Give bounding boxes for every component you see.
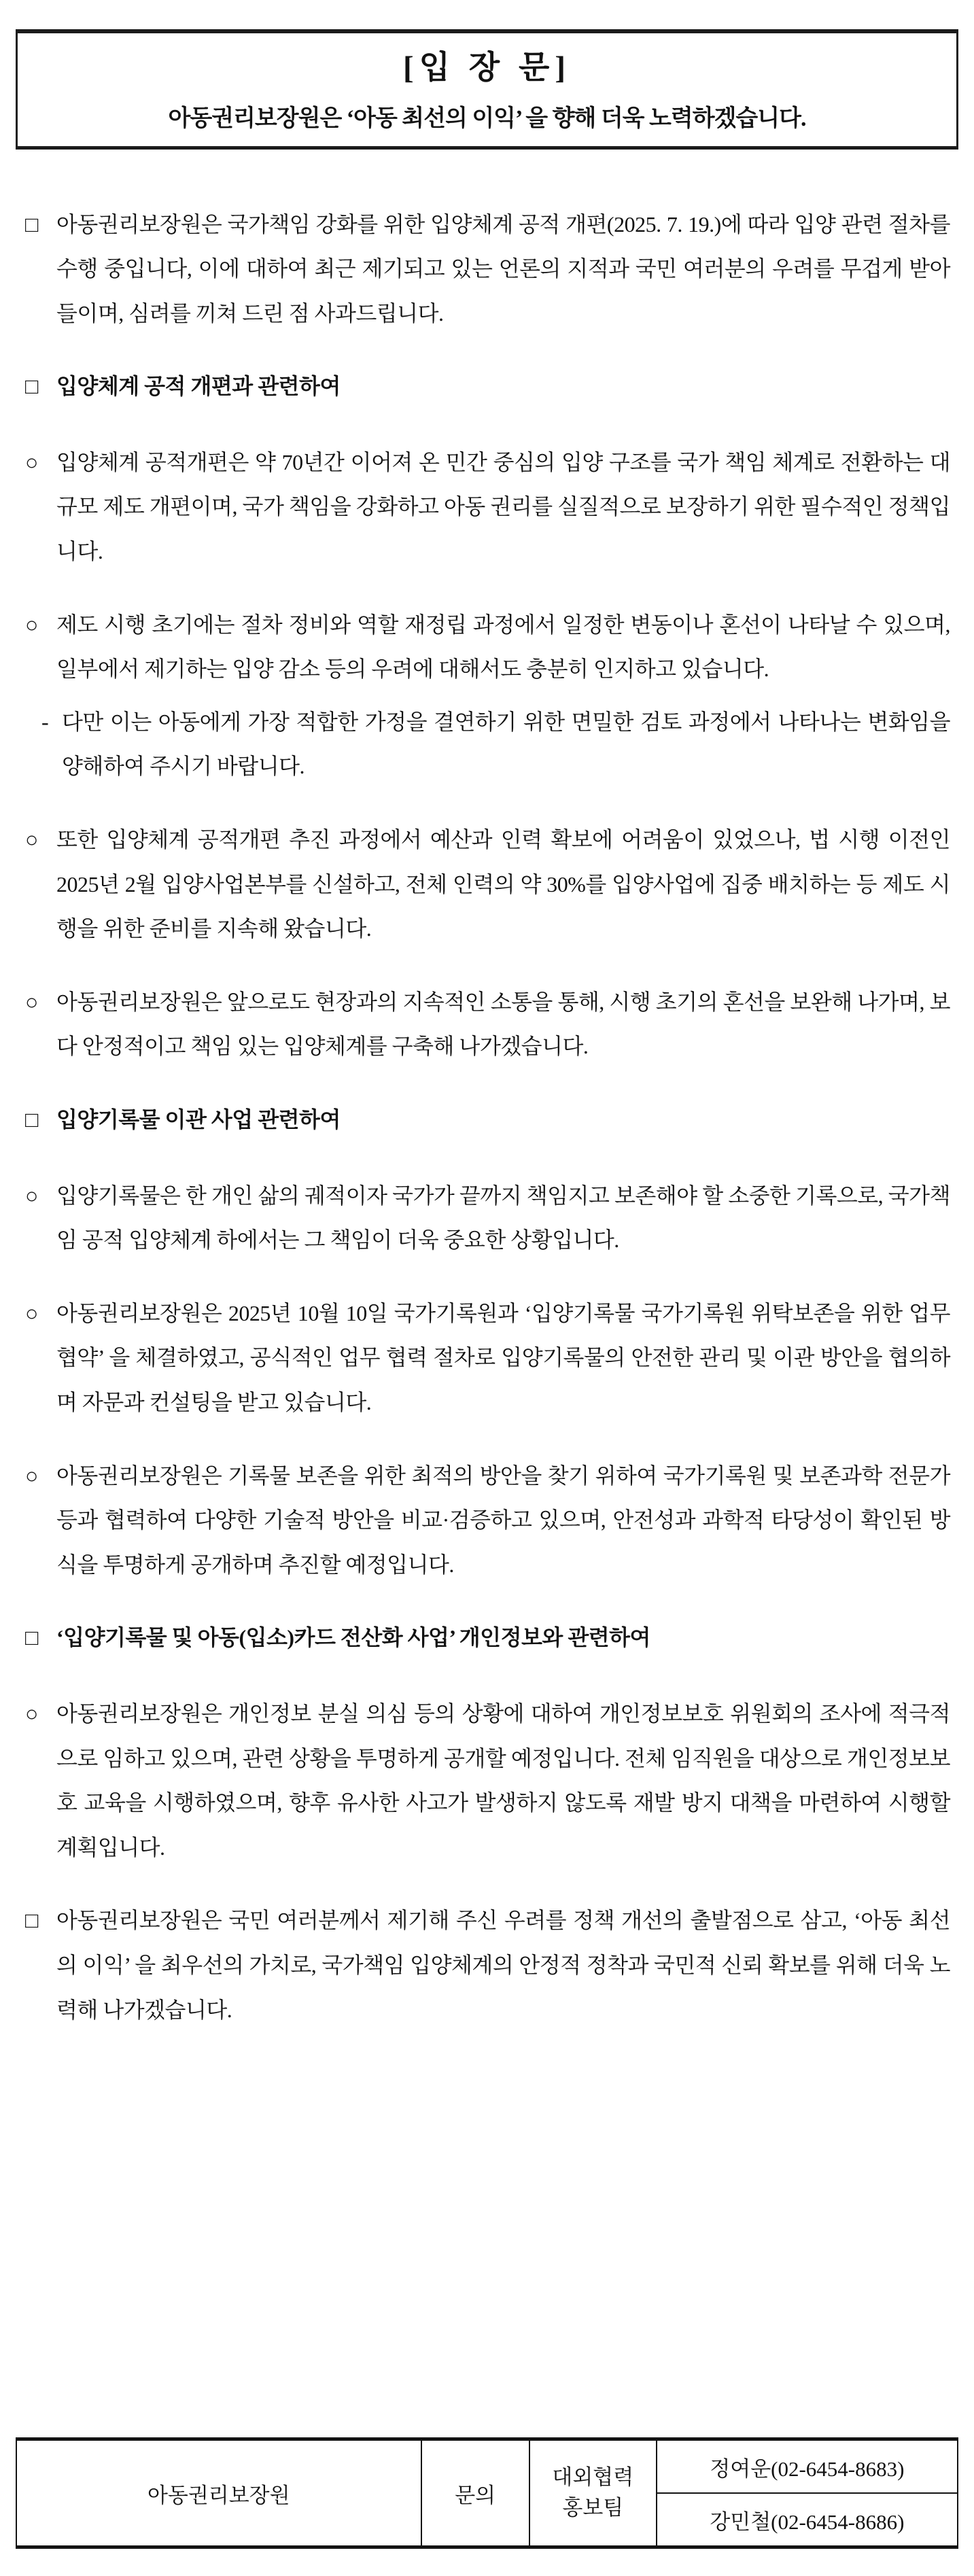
paragraph-text: 또한 입양체계 공적개편 추진 과정에서 예산과 인력 확보에 어려움이 있었으나, 법 시행 이전인 2025년 2월 입양사업본부를 신설하고, 전체 인력의 약 30%를 입양사업에 집중 배치하는 등 제도 시행을 위한 준비를 지속해 왔습니다. (56, 827, 950, 941)
paragraph-reform-purpose (25, 440, 950, 574)
team-line2: 홍보팀 (562, 2496, 624, 2520)
paragraph-text: 입양체계 공적개편은 약 70년간 이어져 온 민간 중심의 입양 구조를 국가 책임 체계로 전환하는 대규모 제도 개편이며, 국가 책임을 강화하고 아동 권리를 실질적으로 보장하기 위한 필수적인 정책입니다. (56, 449, 950, 564)
circle-marker: ○ (25, 612, 39, 637)
statement-title-box (16, 29, 958, 150)
heading-text: ‘입양기록물 및 아동(입소)카드 전산화 사업’ 개인정보와 관련하여 (56, 1625, 650, 1650)
contact-label-cell: 문의 (421, 2439, 529, 2547)
circle-marker: ○ (25, 449, 39, 474)
team-cell (529, 2439, 657, 2547)
paragraph-text: 입양기록물은 한 개인 삶의 궤적이자 국가가 끝까지 책임지고 보존해야 할 소중한 기록으로, 국가책임 공적 입양체계 하에서는 그 책임이 더욱 중요한 상황입니다. (56, 1183, 950, 1253)
paragraph-closing-commitment (25, 1898, 950, 2032)
contact-footer (16, 2437, 958, 2549)
square-marker: □ (25, 1107, 39, 1132)
paragraph-text: 아동권리보장원은 앞으로도 현장과의 지속적인 소통을 통해, 시행 초기의 혼선을 보완해 나가며, 보다 안정적이고 책임 있는 입양체계를 구축해 나가겠습니다. (56, 989, 950, 1059)
paragraph-budget-staffing (25, 818, 950, 952)
square-marker: □ (25, 374, 39, 399)
paragraph-records-importance (25, 1174, 950, 1263)
paragraph-apology (25, 203, 950, 336)
contact-table (16, 2437, 958, 2549)
statement-subtitle: 아동권리보장원은 ‘아동 최선의 이익’ 을 향해 더욱 노력하겠습니다. (168, 105, 806, 131)
statement-title: [입 장 문] (402, 50, 571, 86)
circle-marker: ○ (25, 1463, 39, 1488)
heading-text: 입양체계 공적 개편과 관련하여 (56, 374, 341, 399)
contact-person-2-cell: 강민철(02-6454-8686) (657, 2493, 958, 2547)
paragraph-text: 아동권리보장원은 기록물 보존을 위한 최적의 방안을 찾기 위하여 국가기록원 및 보존과학 전문가 등과 협력하여 다양한 기술적 방안을 비교·검증하고 있으며, 안전성과 과학적 타당성이 확인된 방식을 투명하게 공개하며 추진할 예정입니다. (56, 1463, 950, 1577)
section-heading-adoption-reform (25, 364, 950, 409)
subparagraph-note (41, 700, 950, 789)
paragraph-privacy-investigation (25, 1692, 950, 1870)
paragraph-text: 아동권리보장원은 2025년 10월 10일 국가기록원과 ‘입양기록물 국가기록원 위탁보존을 위한 업무협약’ 을 체결하였고, 공식적인 업무 협력 절차로 입양기록물의 안전한 관리 및 이관 방안을 협의하며 자문과 컨설팅을 받고 있습니다. (56, 1300, 950, 1414)
section-heading-records-transfer (25, 1098, 950, 1143)
paragraph-mou-agreement (25, 1291, 950, 1425)
section-heading-personal-data (25, 1616, 950, 1660)
org-name-cell: 아동권리보장원 (16, 2439, 421, 2547)
team-line1: 대외협력 (552, 2465, 634, 2490)
paragraph-preservation-method (25, 1454, 950, 1588)
square-marker: □ (25, 1908, 39, 1933)
paragraph-text: 아동권리보장원은 국민 여러분께서 제기해 주신 우려를 정책 개선의 출발점으로 삼고, ‘아동 최선의 이익’ 을 최우선의 가치로, 국가책임 입양체계의 안정적 정착과 국민적 신뢰 확보를 위해 더욱 노력해 나가겠습니다. (56, 1908, 950, 2022)
contact-person-1-cell: 정여운(02-6454-8683) (657, 2439, 958, 2494)
circle-marker: ○ (25, 989, 39, 1014)
paragraph-text: 제도 시행 초기에는 절차 정비와 역할 재정립 과정에서 일정한 변동이나 혼선이 나타날 수 있으며, 일부에서 제기하는 입양 감소 등의 우려에 대해서도 충분히 인지하고 있습니다. (56, 612, 950, 682)
circle-marker: ○ (25, 1183, 39, 1208)
circle-marker: ○ (25, 1300, 39, 1325)
square-marker: □ (25, 1625, 39, 1650)
paragraph-early-implementation (25, 603, 950, 692)
paragraph-text: 아동권리보장원은 개인정보 분실 의심 등의 상황에 대하여 개인정보보호 위원회의 조사에 적극적으로 임하고 있으며, 관련 상황을 투명하게 공개할 예정입니다. 전체 임직원을 대상으로 개인정보보호 교육을 시행하였으며, 향후 유사한 사고가 발생하지 않도록 재발 방지 대책을 마련하여 시행할 계획입니다. (56, 1701, 950, 1860)
square-marker: □ (25, 211, 39, 237)
paragraph-future-communication (25, 980, 950, 1069)
subparagraph-text: 다만 이는 아동에게 가장 적합한 가정을 결연하기 위한 면밀한 검토 과정에서 나타나는 변화임을 양해하여 주시기 바랍니다. (62, 709, 950, 779)
circle-marker: ○ (25, 827, 39, 852)
table-row (16, 2439, 958, 2494)
heading-text: 입양기록물 이관 사업 관련하여 (56, 1107, 341, 1132)
dash-marker: - (41, 709, 49, 734)
circle-marker: ○ (25, 1701, 39, 1726)
paragraph-text: 아동권리보장원은 국가책임 강화를 위한 입양체계 공적 개편(2025. 7. 19.)에 따라 입양 관련 절차를 수행 중입니다, 이에 대하여 최근 제기되고 있는 언론의 지적과 국민 여러분의 우려를 무겁게 받아들이며, 심려를 끼쳐 드린 점 사과드립니다. (56, 211, 950, 326)
statement-body (16, 203, 958, 2061)
